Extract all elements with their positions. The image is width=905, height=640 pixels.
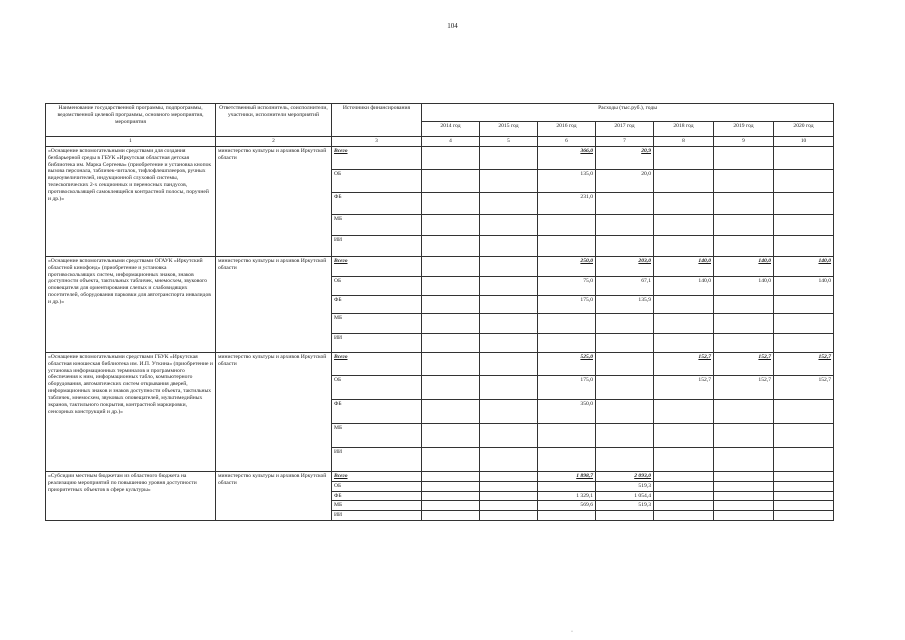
header-year: 2016 год <box>538 122 596 137</box>
expense-value <box>538 215 596 236</box>
program-responsible: министерство культуры и архивов Иркутской области <box>216 472 332 521</box>
expense-value <box>714 511 774 521</box>
program-row <box>46 472 834 482</box>
funding-source: ОБ <box>332 481 422 491</box>
expense-value <box>422 236 480 257</box>
expense-value: 152,7 <box>774 376 834 400</box>
expense-value <box>654 424 714 448</box>
funding-source: ОБ <box>332 277 422 296</box>
expense-value <box>714 491 774 501</box>
expense-value <box>422 314 480 334</box>
expense-value <box>654 170 714 193</box>
expense-value <box>422 400 480 424</box>
funding-source: ФБ <box>332 193 422 215</box>
header-year: 2017 год <box>596 122 654 137</box>
expense-value: 20,0 <box>596 170 654 193</box>
funding-source: ИИ <box>332 448 422 472</box>
expense-value <box>480 257 538 277</box>
expense-value <box>774 334 834 353</box>
expense-value <box>774 501 834 511</box>
expense-value <box>654 215 714 236</box>
header-expenses: Расходы (тыс.руб.), годы <box>422 104 834 122</box>
expense-value <box>538 481 596 491</box>
expense-value: 135,9 <box>596 296 654 314</box>
expense-value <box>480 448 538 472</box>
expense-value <box>654 147 714 170</box>
funding-source: Всего <box>332 257 422 277</box>
expense-value <box>654 501 714 511</box>
expense-value <box>480 314 538 334</box>
expense-value <box>480 481 538 491</box>
expense-value <box>422 215 480 236</box>
expense-value: 75,0 <box>538 277 596 296</box>
program-name: «Оснащение вспомогательными средствами ГБУК «Иркутская областная юношеская библиотека им. И.П. Уткина» (приобретение и установка информационных терминалов и программного обеспечения к ним, информационных табло, компьютерного оборудования, автоматических систем открывания дверей, информационных знаков и знаков доступности объекта, тактильных табличек, мнемосхем, звуковых оповещателей, мультимедийных экранов, тактильного покрытия, контрастной маркировки, сенсорных конструкций и др.)» <box>46 353 216 472</box>
expense-value: 231,0 <box>538 193 596 215</box>
expense-value <box>654 448 714 472</box>
program-name: «Субсидии местным бюджетам из областного бюджета на реализацию мероприятий по повышению уровня доступности приоритетных объектов в сфере культуры» <box>46 472 216 521</box>
expense-value: 175,0 <box>538 296 596 314</box>
expense-value <box>480 236 538 257</box>
column-number: 1 <box>46 137 216 147</box>
expense-value <box>774 481 834 491</box>
expense-value <box>596 193 654 215</box>
funding-source: ФБ <box>332 491 422 501</box>
expense-value <box>422 448 480 472</box>
expense-value <box>538 334 596 353</box>
expense-value <box>596 236 654 257</box>
column-number: 5 <box>480 137 538 147</box>
funding-source: МБ <box>332 501 422 511</box>
expense-value: 350,0 <box>538 400 596 424</box>
expense-value <box>774 236 834 257</box>
expense-value: 152,7 <box>654 376 714 400</box>
expense-value <box>480 277 538 296</box>
expense-value: 1 329,1 <box>538 491 596 501</box>
column-number: 3 <box>332 137 422 147</box>
expense-value <box>714 147 774 170</box>
funding-source: ИИ <box>332 511 422 521</box>
expense-value: 140,0 <box>654 257 714 277</box>
expense-value <box>480 215 538 236</box>
funding-source: МБ <box>332 215 422 236</box>
funding-source: ФБ <box>332 296 422 314</box>
expense-value: 67,1 <box>596 277 654 296</box>
expense-value <box>714 236 774 257</box>
program-name: «Оснащение вспомогательными средствами ОГАУК «Иркутский областной кинофонд» (приобретение и установка противоскользящих систем, информационных знаков, знаков доступности объекта, тактильных табличек, мнемосхем, звукового оповещателя для ориентирования слепых и слабовидящих посетителей, оборудования парковки для автотранспорта инвалидов и др.)» <box>46 257 216 353</box>
expense-value <box>774 400 834 424</box>
expense-value <box>714 215 774 236</box>
expense-value <box>774 296 834 314</box>
expense-value <box>422 296 480 314</box>
expense-value <box>714 314 774 334</box>
expense-value <box>538 424 596 448</box>
expense-value <box>480 376 538 400</box>
expense-value <box>422 491 480 501</box>
program-row <box>46 257 834 277</box>
program-name: «Оснащение вспомогательными средствами для создания безбарьерной среды в ГБУК «Иркутская областная детская библиотека им. Марка Сергеева» (приобретение и установка кнопок вызова персонала, табличек-читалок, тифлофлешплееров, ручных видеоувеличителей, индукционной слуховой системы, телескопических 2-х секционных и переносных пандусов, противоскользящей самоклеящейся контрастной полосы, поручней и др.)» <box>46 147 216 257</box>
expense-value <box>714 472 774 482</box>
funding-source: ОБ <box>332 170 422 193</box>
expense-value <box>422 334 480 353</box>
expense-value <box>480 400 538 424</box>
header-row-1 <box>46 104 834 122</box>
expense-value <box>596 353 654 376</box>
expense-value <box>654 193 714 215</box>
funding-source: Всего <box>332 353 422 376</box>
budget-table <box>45 103 834 521</box>
expense-value: 250,0 <box>538 257 596 277</box>
expense-value <box>774 511 834 521</box>
expense-value <box>714 193 774 215</box>
expense-value <box>654 236 714 257</box>
expense-value <box>480 511 538 521</box>
funding-source: МБ <box>332 424 422 448</box>
expense-value <box>422 424 480 448</box>
expense-value <box>714 296 774 314</box>
expense-value <box>596 314 654 334</box>
expense-value <box>714 481 774 491</box>
expense-value <box>774 147 834 170</box>
expense-value <box>774 424 834 448</box>
expense-value: 519,3 <box>596 481 654 491</box>
expense-value: 569,6 <box>538 501 596 511</box>
header-year: 2018 год <box>654 122 714 137</box>
expense-value <box>538 236 596 257</box>
expense-value: 525,0 <box>538 353 596 376</box>
expense-value <box>422 376 480 400</box>
expense-value: 140,0 <box>714 257 774 277</box>
expense-value: 175,0 <box>538 376 596 400</box>
expense-value: 152,7 <box>714 376 774 400</box>
expense-value <box>480 193 538 215</box>
scan-mark: · <box>571 629 573 635</box>
header-year: 2014 год <box>422 122 480 137</box>
expense-value <box>714 424 774 448</box>
expense-value <box>596 511 654 521</box>
header-year: 2015 год <box>480 122 538 137</box>
expense-value <box>654 472 714 482</box>
program-responsible: министерство культуры и архивов Иркутской области <box>216 147 332 257</box>
expense-value <box>714 170 774 193</box>
column-number: 10 <box>774 137 834 147</box>
expense-value <box>774 491 834 501</box>
expense-value <box>480 491 538 501</box>
expense-value <box>654 314 714 334</box>
expense-value <box>596 400 654 424</box>
expense-value: 140,0 <box>654 277 714 296</box>
expense-value: 140,0 <box>714 277 774 296</box>
funding-source: ОБ <box>332 376 422 400</box>
expense-value: 152,7 <box>654 353 714 376</box>
program-row <box>46 353 834 376</box>
funding-source: МБ <box>332 314 422 334</box>
expense-value: 519,3 <box>596 501 654 511</box>
expense-value <box>774 448 834 472</box>
expense-value <box>480 472 538 482</box>
expense-value <box>774 314 834 334</box>
expense-value: 135,0 <box>538 170 596 193</box>
column-number: 9 <box>714 137 774 147</box>
expense-value <box>538 511 596 521</box>
funding-source: ФБ <box>332 400 422 424</box>
column-number: 7 <box>596 137 654 147</box>
expense-value <box>714 501 774 511</box>
expense-value <box>654 296 714 314</box>
header-source: Источники финансирования <box>332 104 422 137</box>
expense-value <box>480 424 538 448</box>
expense-value <box>774 215 834 236</box>
expense-value: 2 093,0 <box>596 472 654 482</box>
expense-value <box>422 511 480 521</box>
program-row <box>46 147 834 170</box>
expense-value <box>422 170 480 193</box>
expense-value <box>774 170 834 193</box>
expense-value: 152,7 <box>774 353 834 376</box>
expense-value <box>654 491 714 501</box>
funding-source: ИИ <box>332 334 422 353</box>
column-number: 4 <box>422 137 480 147</box>
header-responsible: Ответственный исполнитель, соисполнители, участники, исполнители мероприятий <box>216 104 332 137</box>
expense-value <box>480 147 538 170</box>
expense-value <box>538 314 596 334</box>
expense-value <box>714 400 774 424</box>
expense-value <box>774 193 834 215</box>
expense-value <box>596 334 654 353</box>
header-row-numbers <box>46 137 834 147</box>
funding-source: Всего <box>332 472 422 482</box>
expense-value: 152,7 <box>714 353 774 376</box>
expense-value <box>480 170 538 193</box>
expense-value: 140,0 <box>774 257 834 277</box>
expense-value <box>422 193 480 215</box>
expense-value <box>422 481 480 491</box>
expense-value: 20,9 <box>596 147 654 170</box>
column-number: 8 <box>654 137 714 147</box>
expense-value <box>538 448 596 472</box>
expense-value <box>422 353 480 376</box>
expense-value: 203,0 <box>596 257 654 277</box>
expense-value <box>714 334 774 353</box>
expense-value <box>422 257 480 277</box>
expense-value <box>596 448 654 472</box>
expense-value: 366,0 <box>538 147 596 170</box>
expense-value <box>422 277 480 296</box>
expense-value <box>774 472 834 482</box>
expense-value <box>596 424 654 448</box>
expense-value: 140,0 <box>774 277 834 296</box>
expense-value <box>422 472 480 482</box>
expense-value <box>480 296 538 314</box>
expense-value: 1 898,7 <box>538 472 596 482</box>
expense-value <box>714 448 774 472</box>
page-number: 104 <box>447 22 458 30</box>
expense-value <box>480 501 538 511</box>
program-responsible: министерство культуры и архивов Иркутской области <box>216 353 332 472</box>
expense-value <box>480 353 538 376</box>
expense-value <box>596 376 654 400</box>
header-name: Наименование государственной программы, подпрограммы, ведомственной целевой программы, основного мероприятия, мероприятия <box>46 104 216 137</box>
expense-value: 1 054,4 <box>596 491 654 501</box>
column-number: 6 <box>538 137 596 147</box>
expense-value <box>654 511 714 521</box>
header-year: 2020 год <box>774 122 834 137</box>
header-year: 2019 год <box>714 122 774 137</box>
expense-value <box>422 501 480 511</box>
funding-source: ИИ <box>332 236 422 257</box>
funding-source: Всего <box>332 147 422 170</box>
expense-value <box>422 147 480 170</box>
expense-value <box>654 334 714 353</box>
column-number: 2 <box>216 137 332 147</box>
expense-value <box>654 481 714 491</box>
program-responsible: министерство культуры и архивов Иркутской области <box>216 257 332 353</box>
expense-value <box>654 400 714 424</box>
expense-value <box>480 334 538 353</box>
expense-value <box>596 215 654 236</box>
